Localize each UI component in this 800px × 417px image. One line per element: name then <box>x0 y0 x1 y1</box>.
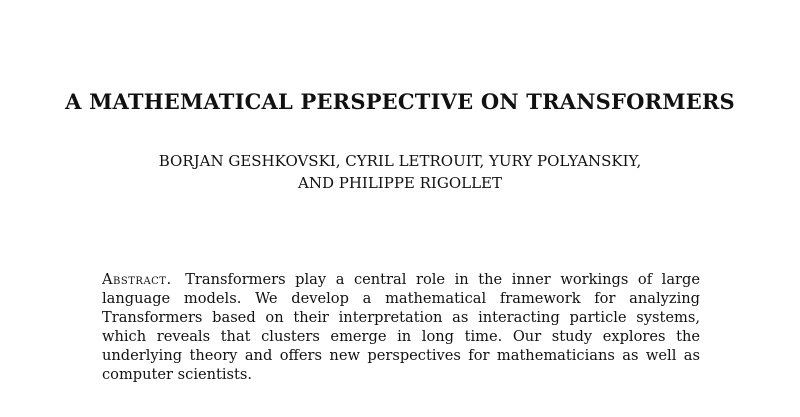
author-list <box>0 150 800 194</box>
abstract <box>102 270 700 384</box>
author-line-1: BORJAN GESHKOVSKI, CYRIL LETROUIT, YURY POLYANSKIY, <box>158 152 642 170</box>
paper-title: A MATHEMATICAL PERSPECTIVE ON TRANSFORMERS <box>65 89 735 114</box>
author-line-2: AND PHILIPPE RIGOLLET <box>297 174 503 192</box>
abstract-body: Transformers play a central role in the inner workings of large language models. We develop a mathematical framework for analyzing Transformers based on their interpretation as interacting particle systems, which reveals that clusters emerge in long time. Our study explores the underlying theory and offers new perspectives for mathematicians as well as computer scientists. <box>102 271 701 383</box>
abstract-heading: Abstract. <box>102 271 172 288</box>
